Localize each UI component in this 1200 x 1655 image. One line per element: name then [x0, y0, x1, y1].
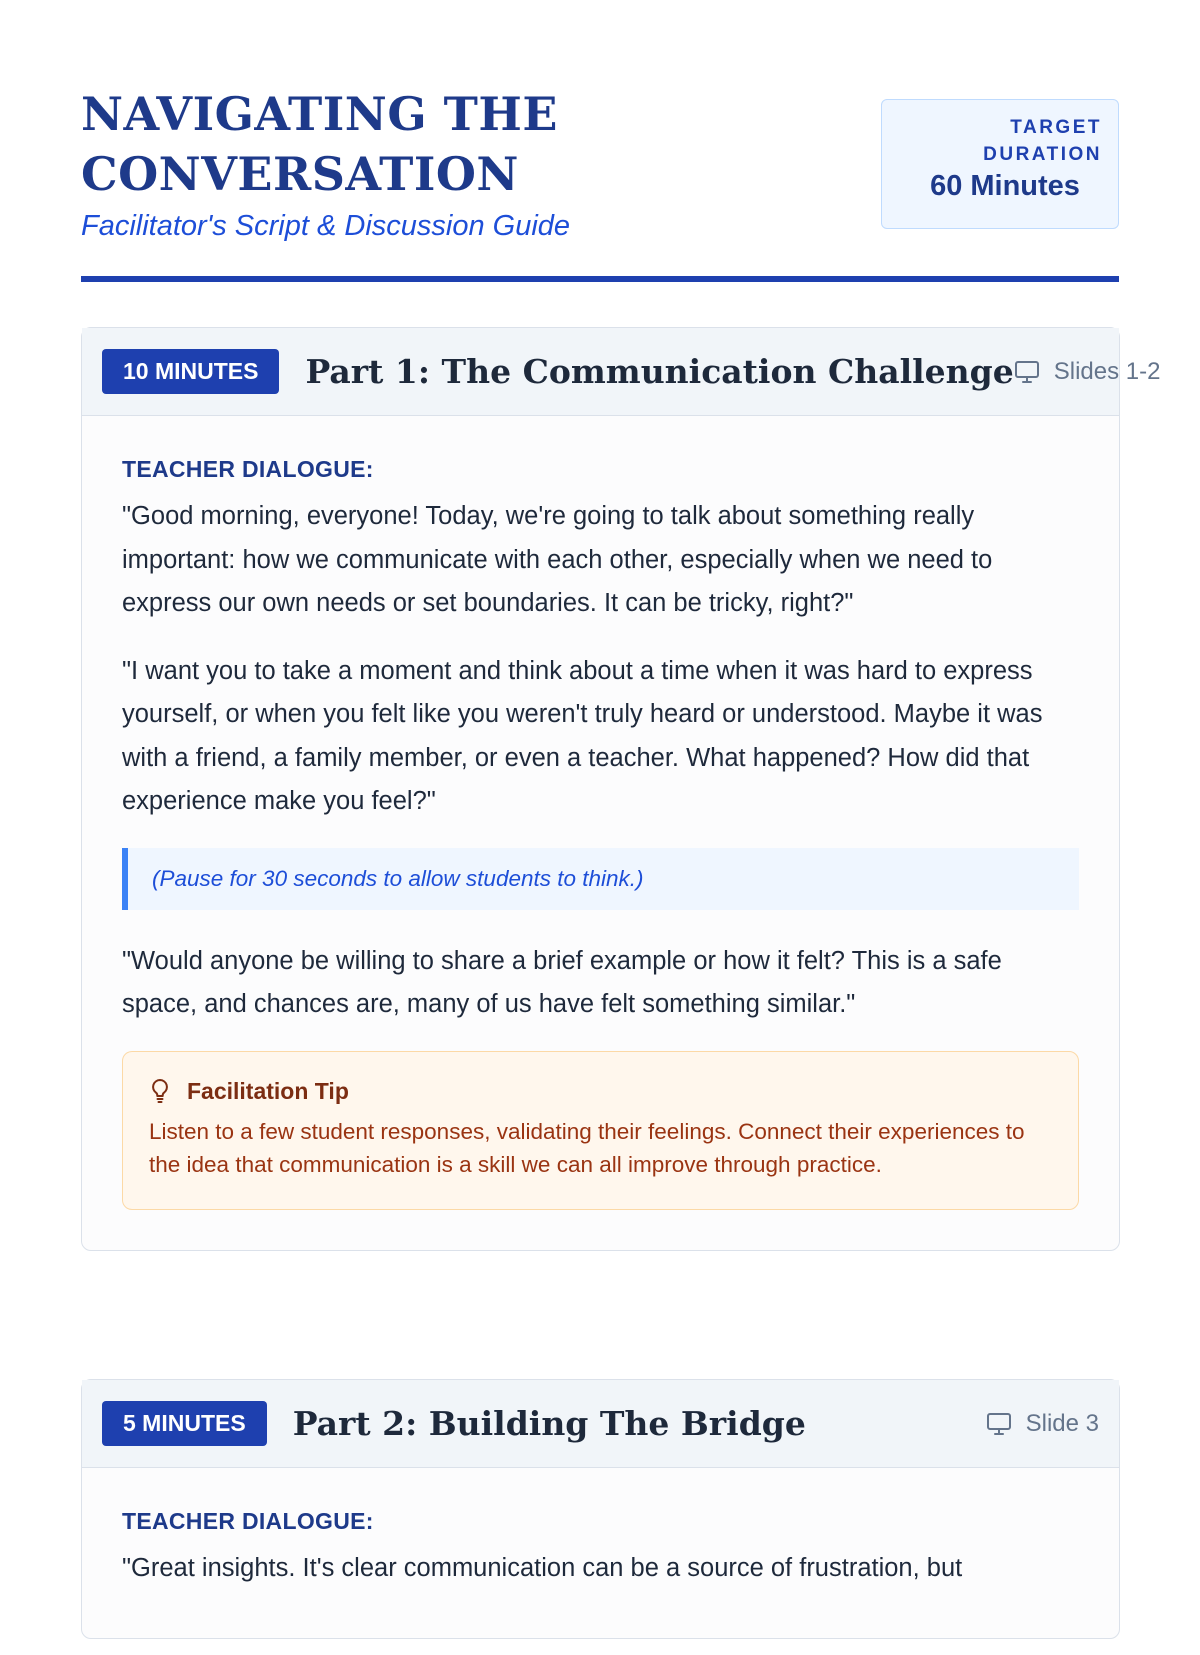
tip-header	[149, 1078, 1052, 1105]
time-badge: 5 MINUTES	[102, 1401, 267, 1446]
facilitation-tip	[122, 1051, 1079, 1210]
tip-text: Listen to a few student responses, validating their feelings. Connect their experiences to the idea that communication is a skill we can all improve through practice.	[149, 1118, 1025, 1177]
section-header	[82, 328, 1161, 416]
section-title: Part 1: The Communication Challenge	[305, 352, 1014, 391]
dialogue-paragraph: "Good morning, everyone! Today, we're going to talk about something really important: how we communicate with each other, especially when we need to express our own needs or set boundaries. It can be tricky, right?"	[122, 502, 993, 617]
slides-label: Slides 1-2	[1053, 357, 1161, 385]
document-title	[81, 84, 701, 204]
slides-label: Slide 3	[1025, 1409, 1099, 1437]
title-line-1: NAVIGATING THE	[81, 87, 558, 141]
dialogue-label: TEACHER DIALOGUE:	[122, 456, 374, 482]
duration-value: 60 Minutes	[930, 170, 1080, 202]
dialogue-paragraph: "I want you to take a moment and think about a time when it was hard to express yourself, or when you felt like you weren't truly heard or understood. Maybe it was with a friend, a family member, or even a teacher. What happened? How did that experience make you feel?"	[122, 656, 1043, 815]
section-title: Part 2: Building The Bridge	[292, 1404, 806, 1443]
title-line-2: CONVERSATION	[81, 147, 519, 201]
document-subtitle: Facilitator's Script & Discussion Guide	[81, 210, 571, 242]
target-duration-box	[881, 99, 1119, 229]
section-part-1	[81, 327, 1161, 1251]
section-body	[82, 416, 1119, 1250]
dialogue-label: TEACHER DIALOGUE:	[122, 1508, 374, 1534]
dialogue-paragraph: "Great insights. It's clear communication can be a source of frustration, but	[122, 1554, 963, 1582]
slides-reference	[986, 1410, 1099, 1438]
presentation-icon	[1014, 360, 1040, 384]
section-body	[82, 1468, 1119, 1655]
document-header	[81, 84, 1119, 282]
tip-title: Facilitation Tip	[187, 1077, 349, 1104]
presentation-icon	[986, 1412, 1012, 1436]
dialogue-paragraph: "Would anyone be willing to share a brief example or how it felt? This is a safe space, and chances are, many of us have felt something similar."	[122, 946, 1002, 1018]
slides-reference	[1014, 358, 1161, 386]
section-part-2	[81, 1379, 1120, 1639]
lightbulb-icon	[149, 1078, 171, 1104]
pause-note: (Pause for 30 seconds to allow students to think.)	[122, 848, 1079, 910]
time-badge: 10 MINUTES	[102, 349, 279, 394]
duration-label: TARGET DURATION	[983, 117, 1102, 165]
section-header	[82, 1380, 1119, 1468]
